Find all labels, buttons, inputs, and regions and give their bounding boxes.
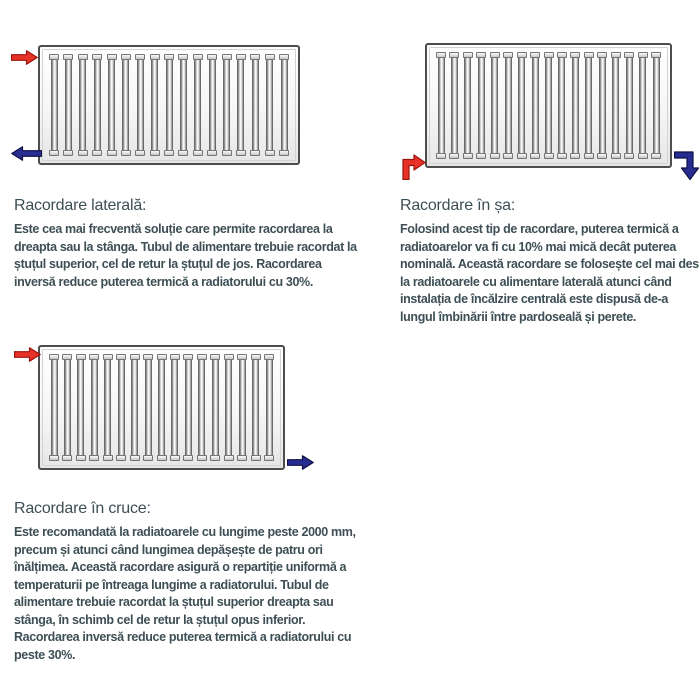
fin-tube [653,57,660,154]
blue-left-arrow-icon [12,147,42,160]
radiator-fin [530,52,540,159]
fin-bottom-cap [62,455,72,461]
fin-tube [194,59,201,151]
fin-top-cap [107,54,117,60]
radiator-fin [183,354,193,461]
fin-bottom-cap [279,150,289,156]
fin-tube [185,359,192,456]
fin-tube [599,57,606,154]
radiator-fin [121,54,131,156]
fin-tube [478,57,485,154]
fin-top-cap [135,54,145,60]
fin-top-cap [78,54,88,60]
fin-top-cap [63,54,73,60]
red-elbow-up-right-arrow-icon [403,155,425,180]
fin-bottom-cap [135,150,145,156]
fin-top-cap [557,52,567,58]
fin-bottom-cap [178,150,188,156]
fin-bottom-cap [611,153,621,159]
fin-top-cap [544,52,554,58]
fin-tube [572,57,579,154]
fin-tube [223,59,230,151]
radiator-fin [651,52,661,159]
fin-tube [64,359,71,456]
fin-bottom-cap [121,150,131,156]
fin-tube [252,359,259,456]
fin-top-cap [207,54,217,60]
fin-top-cap [597,52,607,58]
radiator-fin [449,52,459,159]
section-body: Folosind acest tip de racordare, puterea termică a radiatoarelor va fi cu 10% mai mică decât puterea nominală. Această racordare se folosește cel mai des la radiatoarele cu alimentare laterală atunci când instalația de încălzire centrală este dispusă de-a lungul îmbinării între pardoseală și perete. [400,222,699,324]
fin-tube [104,359,111,456]
fin-top-cap [570,52,580,58]
fin-tube [137,59,144,151]
fin-tube [65,59,72,151]
radiator-fins [49,54,289,156]
radiator-fin [62,354,72,461]
fin-tube [51,359,58,456]
radiator-diagram [38,45,300,165]
radiator-fin [210,354,220,461]
fin-top-cap [222,54,232,60]
fin-tube [212,359,219,456]
fin-bottom-cap [130,455,140,461]
radiator-fin [164,54,174,156]
radiator-fin [89,354,99,461]
fin-top-cap [224,354,234,360]
fin-bottom-cap [597,153,607,159]
radiator-fin [63,54,73,156]
blue-elbow-right-down-arrow-icon [675,152,699,180]
fin-tube [558,57,565,154]
fin-top-cap [436,52,446,58]
fin-bottom-cap [164,150,174,156]
red-right-arrow-icon [12,51,38,64]
fin-tube [51,59,58,151]
fin-top-cap [49,54,59,60]
fin-top-cap [490,52,500,58]
radiator-fin [436,52,446,159]
radiator-fin [624,52,634,159]
fin-bottom-cap [76,455,86,461]
fin-bottom-cap [49,150,59,156]
supply-flow-arrow-icon [11,50,38,65]
radiator-fin [193,54,203,156]
fin-top-cap [157,354,167,360]
radiator-fin [476,52,486,159]
return-flow-arrow-icon [674,151,700,181]
fin-top-cap [449,52,459,58]
radiator-fin [107,54,117,156]
fin-tube [122,59,129,151]
fin-top-cap [197,354,207,360]
fin-top-cap [517,52,527,58]
fin-tube [166,59,173,151]
fin-bottom-cap [224,455,234,461]
fin-bottom-cap [530,153,540,159]
radiator-fin [157,354,167,461]
radiator-fin [76,354,86,461]
fin-bottom-cap [463,153,473,159]
fin-bottom-cap [78,150,88,156]
fin-bottom-cap [107,150,117,156]
fin-bottom-cap [197,455,207,461]
fin-top-cap [103,354,113,360]
fin-top-cap [279,54,289,60]
radiator-diagram [38,345,285,470]
return-flow-arrow-icon [287,455,314,470]
fin-tube [639,57,646,154]
fin-top-cap [530,52,540,58]
fin-bottom-cap [544,153,554,159]
fin-bottom-cap [183,455,193,461]
fin-bottom-cap [210,455,220,461]
fin-bottom-cap [236,150,246,156]
fin-tube [281,59,288,151]
return-flow-arrow-icon [11,146,42,161]
radiator-fin [265,54,275,156]
fin-bottom-cap [193,150,203,156]
fin-top-cap [89,354,99,360]
supply-flow-arrow-icon [14,347,41,362]
section-title: Racordare laterală: [14,197,147,214]
fin-top-cap [178,54,188,60]
fin-tube [77,359,84,456]
fin-bottom-cap [490,153,500,159]
radiator-fin [178,54,188,156]
radiator-fin [584,52,594,159]
radiator-fin [490,52,500,159]
fin-bottom-cap [150,150,160,156]
fin-tube [180,59,187,151]
fin-top-cap [264,354,274,360]
fin-bottom-cap [624,153,634,159]
supply-flow-arrow-icon [402,154,426,180]
radiator-fin [197,354,207,461]
radiator-fin [517,52,527,159]
fin-top-cap [193,54,203,60]
fin-top-cap [250,54,260,60]
fin-top-cap [183,354,193,360]
radiator-fin [170,354,180,461]
fin-top-cap [130,354,140,360]
fin-top-cap [476,52,486,58]
radiator-fin [135,54,145,156]
fin-tube [585,57,592,154]
radiator-fin [611,52,621,159]
fin-tube [158,359,165,456]
fin-tube [108,59,115,151]
fin-bottom-cap [584,153,594,159]
radiator-fin [49,54,59,156]
fin-tube [79,59,86,151]
radiator-fins [49,354,274,461]
radiator-fin [103,354,113,461]
fin-bottom-cap [157,455,167,461]
fin-top-cap [92,54,102,60]
radiator-fin [92,54,102,156]
fin-top-cap [251,354,261,360]
fin-top-cap [62,354,72,360]
radiator-fin [237,354,247,461]
radiator-fin [503,52,513,159]
fin-tube [131,359,138,456]
fin-bottom-cap [63,150,73,156]
fin-bottom-cap [222,150,232,156]
fin-top-cap [503,52,513,58]
fin-top-cap [651,52,661,58]
fin-tube [266,59,273,151]
fin-bottom-cap [651,153,661,159]
fin-tube [237,59,244,151]
fin-top-cap [638,52,648,58]
fin-tube [438,57,445,154]
radiator-fin [638,52,648,159]
fin-tube [209,59,216,151]
fin-top-cap [236,54,246,60]
fin-tube [612,57,619,154]
fin-bottom-cap [92,150,102,156]
radiator-fin [150,54,160,156]
fin-top-cap [170,354,180,360]
fin-tube [532,57,539,154]
radiator-fin [49,354,59,461]
fin-bottom-cap [250,150,260,156]
fin-bottom-cap [476,153,486,159]
radiator-fin [236,54,246,156]
fin-tube [171,359,178,456]
blue-right-arrow-icon [288,456,314,469]
fin-top-cap [237,354,247,360]
fin-bottom-cap [237,455,247,461]
radiator-fin [264,354,274,461]
fin-bottom-cap [251,455,261,461]
radiator-fin [224,354,234,461]
radiator-fin [130,354,140,461]
fin-tube [464,57,471,154]
fin-bottom-cap [265,150,275,156]
fin-bottom-cap [170,455,180,461]
radiator-fin [279,54,289,156]
fin-tube [252,59,259,151]
fin-bottom-cap [449,153,459,159]
fin-tube [505,57,512,154]
section-title: Racordare în cruce: [14,500,151,517]
fin-top-cap [611,52,621,58]
fin-bottom-cap [116,455,126,461]
fin-tube [118,359,125,456]
fin-bottom-cap [49,455,59,461]
fin-tube [451,57,458,154]
fin-bottom-cap [638,153,648,159]
section-title: Racordare în șa: [400,197,516,214]
fin-tube [239,359,246,456]
fin-tube [91,359,98,456]
fin-tube [545,57,552,154]
fin-tube [145,359,152,456]
section-body: Este cea mai frecventă soluție care permite racordarea la dreapta sau la stânga. Tubul de alimentare trebuie racordat la ștuțul superior, cel de retur la ștuțul de jos. Racordarea inversă reduce puterea termică a radiatorului cu 30%. [14,222,357,289]
fin-bottom-cap [570,153,580,159]
radiator-fin [143,354,153,461]
fin-top-cap [121,54,131,60]
fin-tube [151,59,158,151]
fin-tube [225,359,232,456]
section-body: Este recomandată la radiatoarele cu lungime peste 2000 mm, precum și atunci când lungimea depășește de patru ori înălțimea. Această racordare asigură o repartiție uniformă a temperaturii pe întreaga lungime a radiatorului. Tubul de alimentare trebuie racordat la ștuțul superior dreapta sau stânga, în schimb cel de retur la ștuțul opus inferior. Racordarea inversă reduce puterea termică a radiatorului cu peste 30%. [14,525,356,662]
fin-top-cap [265,54,275,60]
red-right-arrow-icon [15,348,41,361]
fin-top-cap [116,354,126,360]
radiator-fin [570,52,580,159]
radiator-fin [222,54,232,156]
fin-top-cap [584,52,594,58]
fin-tube [94,59,101,151]
fin-bottom-cap [207,150,217,156]
radiator-fin [597,52,607,159]
fin-top-cap [164,54,174,60]
radiator-fin [250,54,260,156]
fin-top-cap [150,54,160,60]
radiator-fin [557,52,567,159]
fin-bottom-cap [264,455,274,461]
fin-bottom-cap [89,455,99,461]
fin-top-cap [143,354,153,360]
radiator-fin [544,52,554,159]
fin-tube [266,359,273,456]
fin-top-cap [49,354,59,360]
radiator-fin [116,354,126,461]
fin-bottom-cap [143,455,153,461]
fin-top-cap [463,52,473,58]
fin-bottom-cap [517,153,527,159]
fin-bottom-cap [103,455,113,461]
radiator-fin [251,354,261,461]
fin-tube [626,57,633,154]
radiator-fins [436,52,661,159]
fin-bottom-cap [557,153,567,159]
fin-tube [491,57,498,154]
fin-tube [518,57,525,154]
fin-tube [198,359,205,456]
radiator-diagram [425,43,672,168]
radiator-fin [207,54,217,156]
radiator-fin [78,54,88,156]
fin-top-cap [624,52,634,58]
fin-bottom-cap [436,153,446,159]
fin-top-cap [76,354,86,360]
fin-bottom-cap [503,153,513,159]
fin-top-cap [210,354,220,360]
radiator-fin [463,52,473,159]
